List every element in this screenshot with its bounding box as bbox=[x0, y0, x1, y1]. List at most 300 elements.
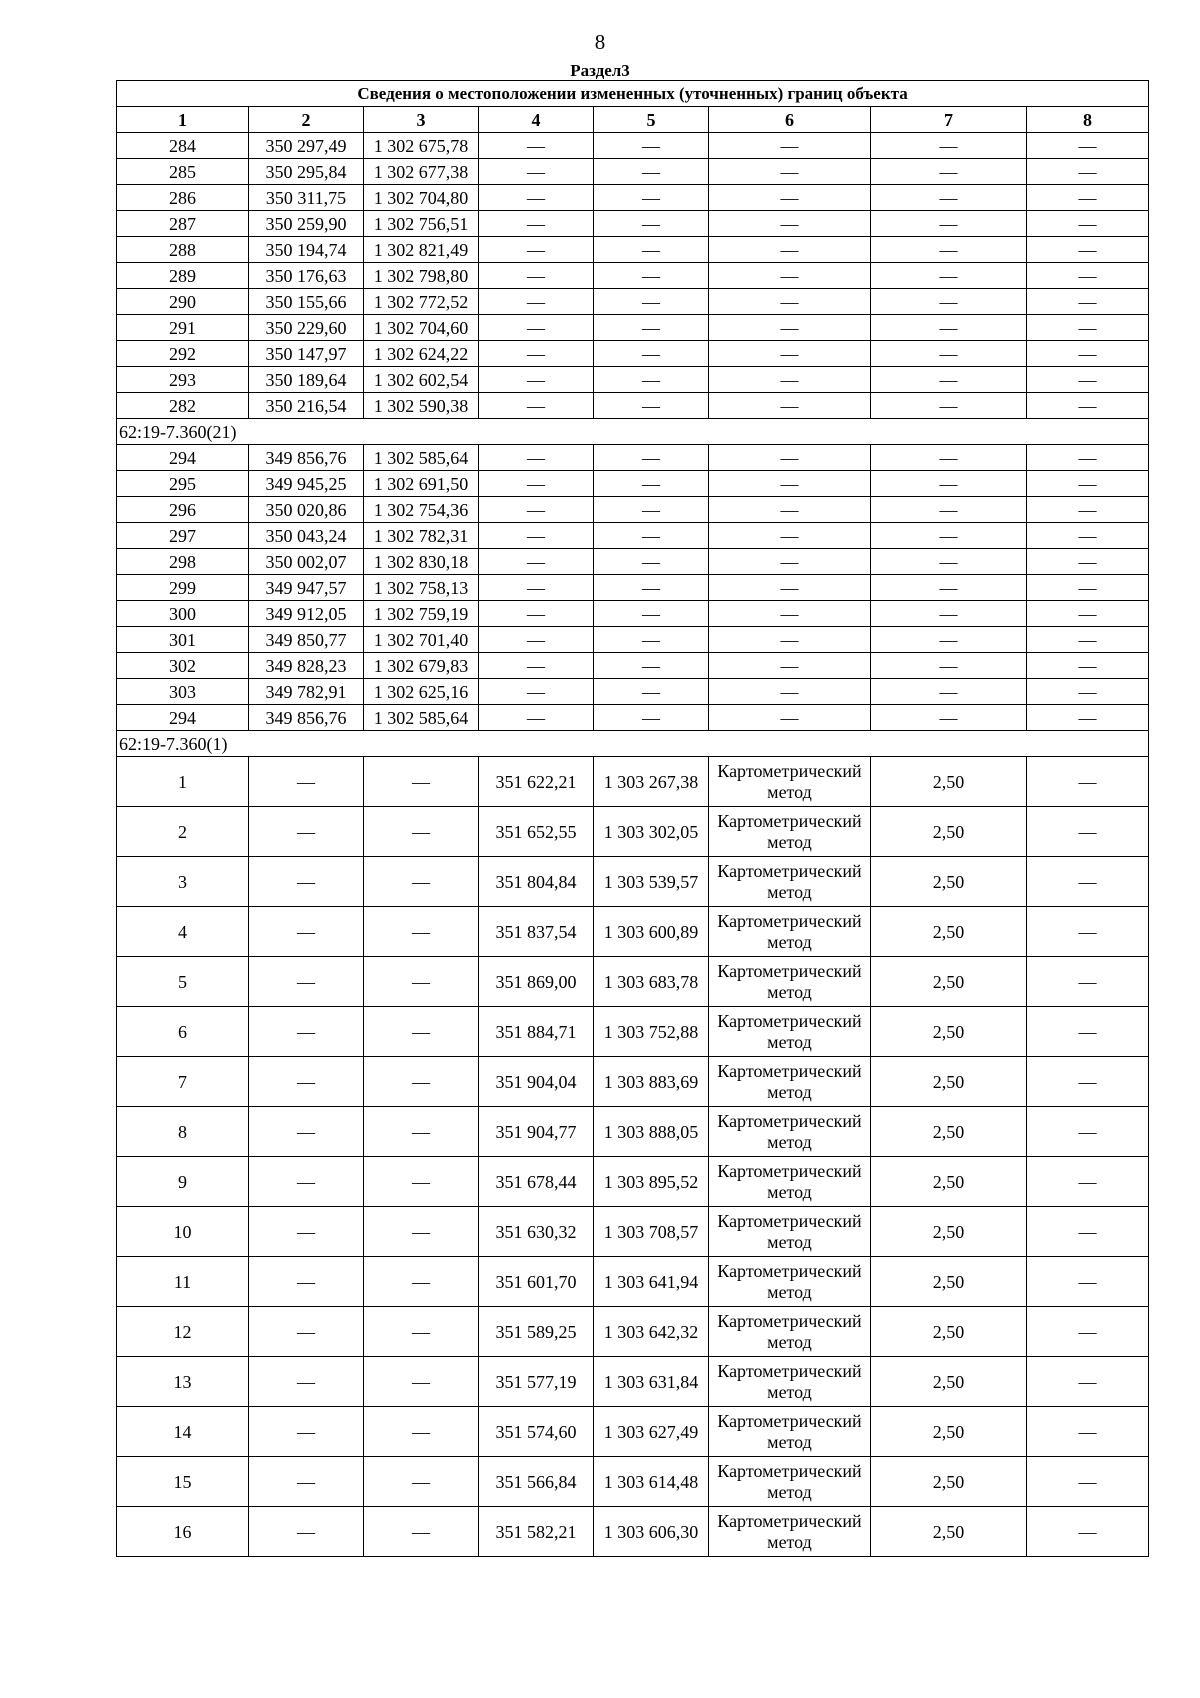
table-cell: 351 904,04 bbox=[479, 1057, 594, 1107]
table-cell: 1 302 625,16 bbox=[364, 679, 479, 705]
method-cell: Картометрический метод bbox=[709, 1007, 871, 1057]
table-cell: 298 bbox=[117, 549, 249, 575]
table-cell: 1 303 883,69 bbox=[594, 1057, 709, 1107]
table-cell: — bbox=[594, 315, 709, 341]
table-cell: 351 577,19 bbox=[479, 1357, 594, 1407]
method-cell: Картометрический метод bbox=[709, 957, 871, 1007]
table-cell: — bbox=[709, 133, 871, 159]
table-row bbox=[117, 341, 1149, 367]
table-cell: — bbox=[871, 471, 1027, 497]
table-cell: 1 302 754,36 bbox=[364, 497, 479, 523]
column-header: 4 bbox=[479, 107, 594, 133]
table-row bbox=[117, 159, 1149, 185]
table-cell: — bbox=[871, 445, 1027, 471]
table-row bbox=[117, 1207, 1149, 1257]
table-cell: — bbox=[249, 1357, 364, 1407]
table-cell: 2,50 bbox=[871, 1407, 1027, 1457]
table-cell: 349 856,76 bbox=[249, 445, 364, 471]
table-cell: 349 856,76 bbox=[249, 705, 364, 731]
table-cell: — bbox=[594, 549, 709, 575]
table-cell: — bbox=[871, 679, 1027, 705]
table-cell: — bbox=[871, 523, 1027, 549]
table-cell: — bbox=[871, 211, 1027, 237]
table-cell: — bbox=[249, 1507, 364, 1557]
table-cell: — bbox=[1027, 159, 1149, 185]
method-cell: Картометрический метод bbox=[709, 1457, 871, 1507]
table-cell: 351 630,32 bbox=[479, 1207, 594, 1257]
table-cell: — bbox=[249, 807, 364, 857]
table-cell: 350 259,90 bbox=[249, 211, 364, 237]
table-cell: 287 bbox=[117, 211, 249, 237]
table-cell: 1 303 606,30 bbox=[594, 1507, 709, 1557]
table-cell: 351 837,54 bbox=[479, 907, 594, 957]
table-cell: 13 bbox=[117, 1357, 249, 1407]
table-cell: — bbox=[871, 601, 1027, 627]
table-row bbox=[117, 1257, 1149, 1307]
table-cell: — bbox=[1027, 627, 1149, 653]
table-cell: — bbox=[479, 445, 594, 471]
table-cell: 2,50 bbox=[871, 1157, 1027, 1207]
table-cell: — bbox=[709, 523, 871, 549]
table-cell: — bbox=[1027, 445, 1149, 471]
table-cell: 351 582,21 bbox=[479, 1507, 594, 1557]
table-cell: — bbox=[1027, 289, 1149, 315]
table-row bbox=[117, 679, 1149, 705]
table-cell: — bbox=[364, 807, 479, 857]
method-cell: Картометрический метод bbox=[709, 1357, 871, 1407]
table-cell: 1 302 585,64 bbox=[364, 705, 479, 731]
table-cell: — bbox=[1027, 601, 1149, 627]
table-row bbox=[117, 1407, 1149, 1457]
table-cell: 351 622,21 bbox=[479, 757, 594, 807]
method-cell: Картометрический метод bbox=[709, 1507, 871, 1557]
table-cell: 1 302 830,18 bbox=[364, 549, 479, 575]
table-cell: — bbox=[709, 601, 871, 627]
table-cell: — bbox=[479, 679, 594, 705]
table-cell: — bbox=[871, 263, 1027, 289]
table-cell: — bbox=[1027, 237, 1149, 263]
table-cell: — bbox=[871, 393, 1027, 419]
table-cell: 350 189,64 bbox=[249, 367, 364, 393]
table-cell: — bbox=[249, 1307, 364, 1357]
table-cell: 351 884,71 bbox=[479, 1007, 594, 1057]
table-cell: 350 216,54 bbox=[249, 393, 364, 419]
table-cell: 350 194,74 bbox=[249, 237, 364, 263]
table-cell: 297 bbox=[117, 523, 249, 549]
table-cell: — bbox=[594, 289, 709, 315]
table-cell: — bbox=[1027, 1207, 1149, 1257]
table-row bbox=[117, 857, 1149, 907]
table-cell: — bbox=[709, 289, 871, 315]
table-cell: — bbox=[249, 957, 364, 1007]
table-cell: 2,50 bbox=[871, 907, 1027, 957]
table-cell: 349 828,23 bbox=[249, 653, 364, 679]
table-cell: 2,50 bbox=[871, 1257, 1027, 1307]
table-cell: 351 574,60 bbox=[479, 1407, 594, 1457]
table-cell: 351 652,55 bbox=[479, 807, 594, 857]
table-row bbox=[117, 627, 1149, 653]
table-cell: 2,50 bbox=[871, 1457, 1027, 1507]
table-cell: — bbox=[871, 627, 1027, 653]
method-cell: Картометрический метод bbox=[709, 807, 871, 857]
table-row bbox=[117, 907, 1149, 957]
table-cell: 292 bbox=[117, 341, 249, 367]
table-cell: 16 bbox=[117, 1507, 249, 1557]
table-cell: — bbox=[1027, 1257, 1149, 1307]
table-cell: — bbox=[1027, 907, 1149, 957]
table-cell: — bbox=[364, 1307, 479, 1357]
table-cell: 4 bbox=[117, 907, 249, 957]
table-cell: 1 302 782,31 bbox=[364, 523, 479, 549]
table-cell: — bbox=[479, 185, 594, 211]
table-cell: — bbox=[1027, 1307, 1149, 1357]
method-cell: Картометрический метод bbox=[709, 1157, 871, 1207]
table-row bbox=[117, 497, 1149, 523]
table-cell: 1 303 641,94 bbox=[594, 1257, 709, 1307]
table-cell: 1 303 752,88 bbox=[594, 1007, 709, 1057]
table-cell: — bbox=[709, 263, 871, 289]
table-cell: 1 302 624,22 bbox=[364, 341, 479, 367]
table-cell: — bbox=[364, 1207, 479, 1257]
table-cell: — bbox=[1027, 705, 1149, 731]
table-cell: 9 bbox=[117, 1157, 249, 1207]
table-cell: — bbox=[709, 445, 871, 471]
table-cell: — bbox=[249, 1457, 364, 1507]
table-cell: 1 302 701,40 bbox=[364, 627, 479, 653]
table-cell: 5 bbox=[117, 957, 249, 1007]
table-cell: 2,50 bbox=[871, 1507, 1027, 1557]
table-cell: — bbox=[871, 159, 1027, 185]
table-cell: — bbox=[364, 1157, 479, 1207]
table-cell: — bbox=[871, 497, 1027, 523]
method-cell: Картометрический метод bbox=[709, 1107, 871, 1157]
table-cell: 350 176,63 bbox=[249, 263, 364, 289]
table-cell: — bbox=[594, 705, 709, 731]
table-cell: 1 303 895,52 bbox=[594, 1157, 709, 1207]
table-cell: 349 912,05 bbox=[249, 601, 364, 627]
table-row bbox=[117, 237, 1149, 263]
table-row bbox=[117, 807, 1149, 857]
table-cell: 1 302 772,52 bbox=[364, 289, 479, 315]
table-row bbox=[117, 185, 1149, 211]
method-cell: Картометрический метод bbox=[709, 857, 871, 907]
table-cell: 1 303 614,48 bbox=[594, 1457, 709, 1507]
table-cell: — bbox=[479, 133, 594, 159]
table-cell: — bbox=[871, 367, 1027, 393]
table-cell: 294 bbox=[117, 445, 249, 471]
table-cell: 289 bbox=[117, 263, 249, 289]
table-cell: 350 295,84 bbox=[249, 159, 364, 185]
table-cell: 349 850,77 bbox=[249, 627, 364, 653]
table-cell: 1 302 602,54 bbox=[364, 367, 479, 393]
group-row bbox=[117, 731, 1149, 757]
table-cell: — bbox=[479, 315, 594, 341]
table-cell: — bbox=[709, 185, 871, 211]
table-row bbox=[117, 315, 1149, 341]
table-cell: 285 bbox=[117, 159, 249, 185]
column-header: 7 bbox=[871, 107, 1027, 133]
table-cell: 1 302 758,13 bbox=[364, 575, 479, 601]
method-cell: Картометрический метод bbox=[709, 1207, 871, 1257]
table-cell: — bbox=[1027, 807, 1149, 857]
table-cell: 14 bbox=[117, 1407, 249, 1457]
table-cell: — bbox=[594, 627, 709, 653]
table-cell: 303 bbox=[117, 679, 249, 705]
table-cell: — bbox=[871, 133, 1027, 159]
table-cell: 351 566,84 bbox=[479, 1457, 594, 1507]
table-cell: 290 bbox=[117, 289, 249, 315]
table-cell: — bbox=[1027, 315, 1149, 341]
table-cell: — bbox=[479, 237, 594, 263]
table-cell: — bbox=[871, 653, 1027, 679]
table-cell: — bbox=[1027, 757, 1149, 807]
table-row bbox=[117, 1357, 1149, 1407]
table-cell: — bbox=[364, 1357, 479, 1407]
table-row bbox=[117, 1057, 1149, 1107]
table-row bbox=[117, 1157, 1149, 1207]
table-cell: — bbox=[1027, 549, 1149, 575]
table-cell: — bbox=[1027, 523, 1149, 549]
table-cell: — bbox=[594, 367, 709, 393]
table-cell: 2 bbox=[117, 807, 249, 857]
column-header: 2 bbox=[249, 107, 364, 133]
table-cell: — bbox=[871, 289, 1027, 315]
table-cell: — bbox=[364, 757, 479, 807]
table-row bbox=[117, 1107, 1149, 1157]
table-row bbox=[117, 471, 1149, 497]
header-row bbox=[117, 107, 1149, 133]
table-cell: 294 bbox=[117, 705, 249, 731]
table-cell: 282 bbox=[117, 393, 249, 419]
table-cell: 351 601,70 bbox=[479, 1257, 594, 1307]
table-cell: — bbox=[594, 471, 709, 497]
table-cell: 8 bbox=[117, 1107, 249, 1157]
table-cell: — bbox=[709, 315, 871, 341]
table-cell: — bbox=[709, 575, 871, 601]
table-cell: — bbox=[709, 549, 871, 575]
table-cell: — bbox=[479, 393, 594, 419]
table-cell: 1 303 631,84 bbox=[594, 1357, 709, 1407]
table-cell: — bbox=[709, 237, 871, 263]
table-cell: — bbox=[479, 705, 594, 731]
table-cell: — bbox=[479, 653, 594, 679]
table-row bbox=[117, 601, 1149, 627]
section-label: Раздел3 bbox=[570, 61, 630, 80]
table-row bbox=[117, 757, 1149, 807]
table-cell: 293 bbox=[117, 367, 249, 393]
table-cell: — bbox=[249, 857, 364, 907]
method-cell: Картометрический метод bbox=[709, 757, 871, 807]
table-cell: — bbox=[249, 907, 364, 957]
table-cell: 2,50 bbox=[871, 1107, 1027, 1157]
method-cell: Картометрический метод bbox=[709, 1407, 871, 1457]
table-cell: 1 303 888,05 bbox=[594, 1107, 709, 1157]
table-cell: — bbox=[364, 957, 479, 1007]
table-cell: — bbox=[364, 857, 479, 907]
table-cell: 351 804,84 bbox=[479, 857, 594, 907]
table-cell: — bbox=[594, 523, 709, 549]
table-cell: — bbox=[709, 341, 871, 367]
column-header: 1 bbox=[117, 107, 249, 133]
table-cell: — bbox=[871, 185, 1027, 211]
table-row bbox=[117, 957, 1149, 1007]
column-header: 5 bbox=[594, 107, 709, 133]
table-cell: 1 302 675,78 bbox=[364, 133, 479, 159]
table-cell: — bbox=[249, 1107, 364, 1157]
table-cell: 1 303 600,89 bbox=[594, 907, 709, 957]
table-cell: 1 302 704,80 bbox=[364, 185, 479, 211]
table-cell: 1 303 267,38 bbox=[594, 757, 709, 807]
table-cell: 284 bbox=[117, 133, 249, 159]
table-cell: 1 303 627,49 bbox=[594, 1407, 709, 1457]
table-cell: 1 303 683,78 bbox=[594, 957, 709, 1007]
table-cell: 1 302 590,38 bbox=[364, 393, 479, 419]
table-cell: 1 302 821,49 bbox=[364, 237, 479, 263]
table-cell: — bbox=[1027, 857, 1149, 907]
table-cell: — bbox=[249, 1407, 364, 1457]
table-cell: 1 302 677,38 bbox=[364, 159, 479, 185]
table-cell: 12 bbox=[117, 1307, 249, 1357]
table-cell: 301 bbox=[117, 627, 249, 653]
table-cell: — bbox=[871, 705, 1027, 731]
table-cell: — bbox=[249, 757, 364, 807]
table-cell: — bbox=[364, 1407, 479, 1457]
table-cell: 291 bbox=[117, 315, 249, 341]
method-cell: Картометрический метод bbox=[709, 1257, 871, 1307]
method-cell: Картометрический метод bbox=[709, 1057, 871, 1107]
table-cell: — bbox=[594, 211, 709, 237]
table-cell: — bbox=[479, 367, 594, 393]
table-cell: — bbox=[594, 263, 709, 289]
table-cell: — bbox=[709, 393, 871, 419]
table-cell: 1 302 691,50 bbox=[364, 471, 479, 497]
table-cell: 1 302 679,83 bbox=[364, 653, 479, 679]
table-cell: — bbox=[594, 679, 709, 705]
table-cell: 3 bbox=[117, 857, 249, 907]
table-cell: 1 bbox=[117, 757, 249, 807]
table-cell: — bbox=[1027, 575, 1149, 601]
table-cell: — bbox=[1027, 341, 1149, 367]
table-cell: — bbox=[1027, 1157, 1149, 1207]
table-row bbox=[117, 523, 1149, 549]
table-row bbox=[117, 263, 1149, 289]
table-cell: — bbox=[479, 471, 594, 497]
table-cell: 350 155,66 bbox=[249, 289, 364, 315]
table-cell: 1 302 585,64 bbox=[364, 445, 479, 471]
table-cell: — bbox=[249, 1157, 364, 1207]
table-cell: 286 bbox=[117, 185, 249, 211]
table-cell: — bbox=[1027, 1507, 1149, 1557]
table-cell: — bbox=[1027, 393, 1149, 419]
table-row bbox=[117, 211, 1149, 237]
table-cell: 288 bbox=[117, 237, 249, 263]
table-cell: — bbox=[709, 211, 871, 237]
table-cell: — bbox=[709, 679, 871, 705]
table-cell: — bbox=[1027, 1107, 1149, 1157]
table-cell: 1 303 708,57 bbox=[594, 1207, 709, 1257]
table-cell: — bbox=[871, 315, 1027, 341]
table-cell: — bbox=[479, 289, 594, 315]
table-cell: — bbox=[1027, 367, 1149, 393]
table-cell: — bbox=[594, 445, 709, 471]
table-cell: — bbox=[1027, 471, 1149, 497]
table-cell: 1 302 759,19 bbox=[364, 601, 479, 627]
table-cell: — bbox=[709, 497, 871, 523]
table-cell: — bbox=[1027, 1407, 1149, 1457]
table-row bbox=[117, 367, 1149, 393]
table-cell: — bbox=[1027, 263, 1149, 289]
table-cell: 349 947,57 bbox=[249, 575, 364, 601]
table-cell: — bbox=[364, 1507, 479, 1557]
table-cell: 1 303 302,05 bbox=[594, 807, 709, 857]
table-cell: 295 bbox=[117, 471, 249, 497]
table-cell: 350 020,86 bbox=[249, 497, 364, 523]
table-cell: — bbox=[709, 159, 871, 185]
table-cell: 349 945,25 bbox=[249, 471, 364, 497]
table-cell: 350 311,75 bbox=[249, 185, 364, 211]
table-cell: 351 589,25 bbox=[479, 1307, 594, 1357]
table-cell: — bbox=[479, 159, 594, 185]
table-cell: 351 678,44 bbox=[479, 1157, 594, 1207]
table-cell: — bbox=[1027, 133, 1149, 159]
table-row bbox=[117, 1007, 1149, 1057]
column-header: 6 bbox=[709, 107, 871, 133]
table-cell: — bbox=[871, 549, 1027, 575]
table-cell: — bbox=[479, 627, 594, 653]
table-cell: — bbox=[709, 471, 871, 497]
table-cell: — bbox=[1027, 211, 1149, 237]
boundary-table bbox=[116, 80, 1149, 1557]
table-cell: 350 043,24 bbox=[249, 523, 364, 549]
table-cell: — bbox=[364, 1057, 479, 1107]
table-cell: — bbox=[479, 341, 594, 367]
table-cell: 10 bbox=[117, 1207, 249, 1257]
table-cell: — bbox=[594, 393, 709, 419]
table-cell: — bbox=[709, 705, 871, 731]
table-cell: — bbox=[479, 523, 594, 549]
table-cell: 11 bbox=[117, 1257, 249, 1307]
group-row bbox=[117, 419, 1149, 445]
table-cell: — bbox=[594, 237, 709, 263]
table-cell: — bbox=[1027, 957, 1149, 1007]
table-cell: — bbox=[1027, 185, 1149, 211]
table-cell: — bbox=[479, 575, 594, 601]
table-cell: — bbox=[594, 653, 709, 679]
table-cell: 350 147,97 bbox=[249, 341, 364, 367]
table-cell: — bbox=[1027, 1457, 1149, 1507]
table-cell: — bbox=[1027, 679, 1149, 705]
table-cell: — bbox=[249, 1257, 364, 1307]
table-cell: 15 bbox=[117, 1457, 249, 1507]
page-number: 8 bbox=[594, 30, 606, 54]
table-cell: — bbox=[1027, 1007, 1149, 1057]
table-cell: — bbox=[479, 601, 594, 627]
table-row bbox=[117, 1307, 1149, 1357]
table-cell: 1 302 756,51 bbox=[364, 211, 479, 237]
table-row bbox=[117, 705, 1149, 731]
table-row bbox=[117, 393, 1149, 419]
table-cell: 350 229,60 bbox=[249, 315, 364, 341]
table-cell: — bbox=[479, 497, 594, 523]
table-cell: 296 bbox=[117, 497, 249, 523]
table-cell: — bbox=[249, 1057, 364, 1107]
group-label: 62:19-7.360(1) bbox=[117, 731, 1149, 757]
table-cell: — bbox=[364, 1007, 479, 1057]
table-row bbox=[117, 1457, 1149, 1507]
table-cell: 2,50 bbox=[871, 1207, 1027, 1257]
table-cell: — bbox=[709, 367, 871, 393]
table-cell: 2,50 bbox=[871, 1307, 1027, 1357]
